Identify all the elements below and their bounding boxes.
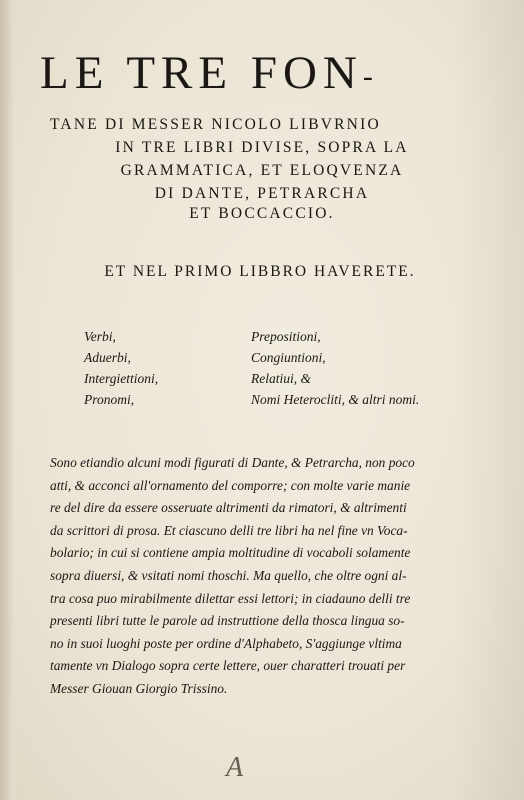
subtitle-line: ET BOCCACCIO.	[189, 205, 335, 222]
term-item: Prepositioni,	[251, 329, 321, 344]
terms-left-column	[84, 326, 158, 410]
title-text: LE TRE FON	[40, 47, 363, 99]
paragraph-line: tamente vn Dialogo sopra certe lettere, ouer charatteri trouati per	[50, 658, 406, 674]
title-hyphen: -	[362, 60, 379, 94]
terms-right-column	[251, 326, 419, 410]
term-item: Intergiettioni,	[84, 371, 159, 386]
term-item: Pronomi,	[84, 392, 135, 407]
section-headline: ET NEL PRIMO LIBBRO HAVERETE.	[104, 263, 416, 280]
paragraph-line: bolario; in cui si contiene ampia moltitudine di vocaboli solamente	[50, 545, 411, 561]
paragraph-line: Messer Giouan Giorgio Trissino.	[50, 680, 228, 696]
subtitle-line: GRAMMATICA, ET ELOQVENZA	[120, 162, 404, 179]
term-item: Verbi,	[84, 329, 116, 344]
paragraph-line: atti, & acconci all'ornamento del comporre; con molte varie manie	[50, 477, 411, 493]
page-title	[40, 46, 480, 100]
subtitle-line: TANE DI MESSER NICOLO LIBVRNIO	[50, 116, 381, 133]
paragraph-line: sopra diuersi, & vsitati nomi thoschi. Ma quello, che oltre ogni al-	[50, 567, 407, 583]
paragraph-line: presenti libri tutte le parole ad instruttione della thosca lingua so-	[50, 613, 405, 629]
subtitle-line: IN TRE LIBRI DIVISE, SOPRA LA	[115, 139, 409, 156]
page-gutter	[0, 0, 14, 800]
paragraph-line: no in suoi luoghi poste per ordine d'Alphabeto, S'aggiunge vltima	[50, 635, 402, 651]
term-item: Aduerbi,	[84, 350, 131, 365]
paragraph-line: re del dire da essere osseruate altrimenti da rimatori, & altrimenti	[50, 500, 407, 516]
term-item: Relatiui, &	[251, 371, 311, 386]
term-item: Congiuntioni,	[251, 350, 326, 365]
paragraph-line: da scrittori di prosa. Et ciascuno delli tre libri ha nel fine vn Voca-	[50, 522, 408, 538]
signature-mark: A	[226, 752, 244, 783]
subtitle-line: DI DANTE, PETRARCHA	[154, 185, 370, 202]
paragraph-line: tra cosa puo mirabilmente dilettar essi lettori; in ciadauno delli tre	[50, 590, 411, 606]
term-item: Nomi Heterocliti, & altri nomi.	[251, 392, 420, 407]
paragraph-line: Sono etiandio alcuni modi figurati di Dante, & Petrarcha, non poco	[50, 455, 415, 470]
description-paragraph	[50, 452, 480, 701]
